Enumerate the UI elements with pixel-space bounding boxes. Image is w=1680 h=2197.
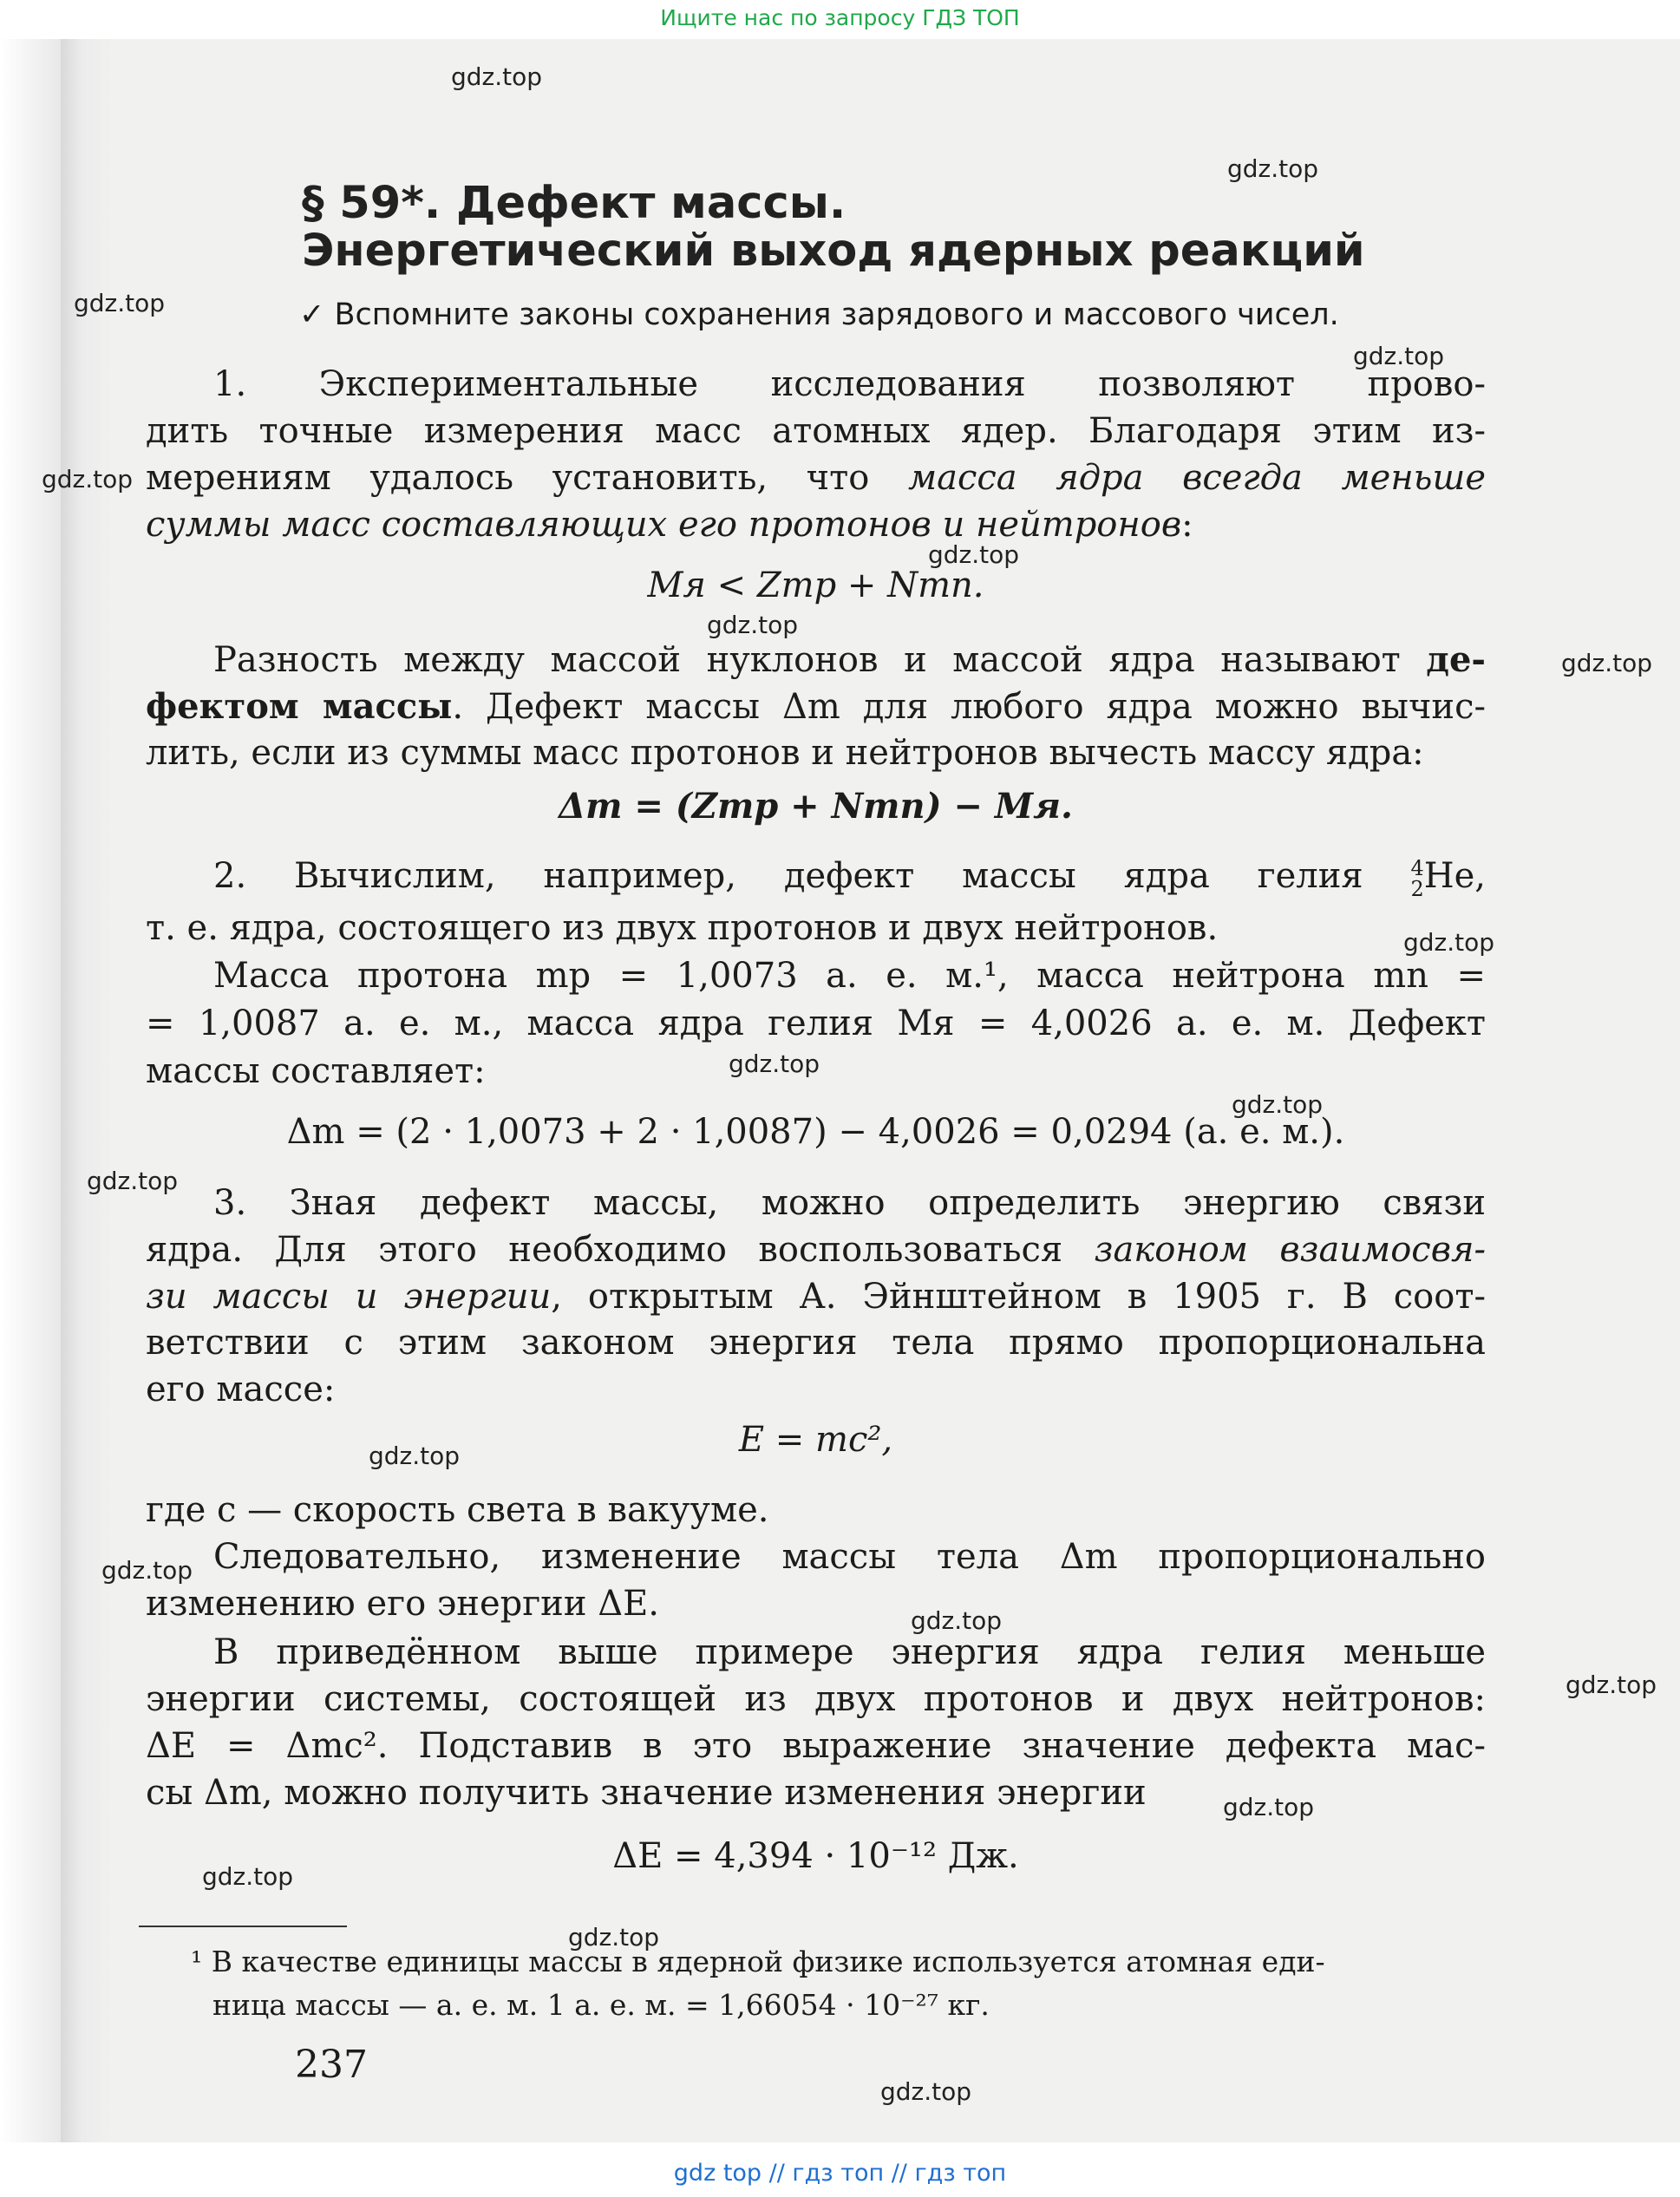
watermark: gdz.top <box>880 2077 972 2106</box>
p4-line4: ветствии с этим законом энергия тела прямо пропорциональна <box>146 1323 1486 1363</box>
formula-mass-inequality-text: Mя < Zmp + Nmn. <box>647 566 984 605</box>
formula-mass-inequality <box>146 564 1486 607</box>
top-banner[interactable]: Ищите нас по запросу ГДЗ ТОП <box>660 5 1020 30</box>
watermark: gdz.top <box>928 540 1020 569</box>
watermark: gdz.top <box>1232 1090 1324 1119</box>
formula-einstein <box>146 1418 1486 1461</box>
helium-charge-number: 2 <box>1410 877 1424 901</box>
p1-line3-italic: масса ядра всегда меньше <box>907 458 1487 498</box>
p2-line1 <box>213 638 1486 682</box>
p5-line1: Следовательно, изменение массы тела Δm пропорционально <box>213 1537 1486 1577</box>
p4-line2-text: ядра. Для этого необходимо воспользоваться <box>146 1230 1095 1270</box>
p4-line3-italic: зи массы и энергии <box>146 1277 552 1317</box>
p2-line2-bold: фектом массы <box>146 686 453 727</box>
p5-line2: изменению его энергии ΔE. <box>146 1584 660 1624</box>
footnote-line2: ница массы — а. е. м. 1 а. е. м. = 1,66054 · 10⁻²⁷ кг. <box>212 1988 990 2022</box>
p6-line1: В приведённом выше примере энергия ядра гелия меньше <box>213 1632 1486 1672</box>
p4-line2 <box>146 1228 1486 1272</box>
helium-nuclide-numbers <box>1410 858 1423 899</box>
p2-line1-bold: де- <box>1426 639 1486 680</box>
bottom-banner[interactable]: gdz top // гдз топ // гдз топ <box>673 2160 1007 2187</box>
p3-line4: = 1,0087 а. е. м., масса ядра гелия Mя = 4,0026 а. е. м. Дефект <box>146 1004 1486 1043</box>
helium-symbol: He, <box>1423 856 1487 896</box>
formula-mass-defect <box>146 785 1486 828</box>
p2-line2-text: . Дефект массы Δm для любого ядра можно вычис- <box>452 687 1486 727</box>
watermark: gdz.top <box>729 1049 820 1078</box>
formula-mass-defect-text: Δm = (Zmp + Nmn) − Mя. <box>559 786 1073 827</box>
p1-line2: дить точные измерения масс атомных ядер. Благодаря этим из- <box>146 411 1486 451</box>
p3-line2: т. е. ядра, состоящего из двух протонов и двух нейтронов. <box>146 908 1219 948</box>
p6-line2: энергии системы, состоящей из двух протонов и двух нейтронов: <box>146 1679 1486 1719</box>
p1-line4-end: : <box>1181 505 1193 545</box>
watermark: gdz.top <box>1561 649 1653 677</box>
p1-line4 <box>146 503 1486 546</box>
p4-line5: его массе: <box>146 1370 336 1409</box>
book-spine-shadow <box>0 39 61 2142</box>
p3-line5: массы составляет: <box>146 1051 486 1091</box>
footnote-line1: ¹ В качестве единицы массы в ядерной физике используется атомная еди- <box>191 1945 1325 1978</box>
p1-line3-text: мерениям удалось установить, что <box>146 458 908 498</box>
p1-line4-italic: суммы масс составляющих его протонов и нейтронов <box>146 505 1182 545</box>
recall-note: ✓ Вспомните законы сохранения зарядового и массового чисел. <box>299 298 1339 332</box>
p6-line3: ΔE = Δmc². Подставив в это выражение значение дефекта мас- <box>146 1726 1486 1766</box>
p4-line2-italic: законом взаимосвя- <box>1094 1230 1486 1270</box>
watermark: gdz.top <box>568 1923 660 1952</box>
formula-energy: ΔE = 4,394 · 10⁻¹² Дж. <box>612 1836 1019 1876</box>
formula-einstein-text: E = mc², <box>738 1420 893 1460</box>
watermark: gdz.top <box>42 465 134 494</box>
p4-line1: 3. Зная дефект массы, можно определить энергию связи <box>213 1183 1486 1223</box>
p2-line3: лить, если из суммы масс протонов и нейтронов вычесть массу ядра: <box>146 733 1424 773</box>
watermark: gdz.top <box>707 611 799 639</box>
watermark: gdz.top <box>1566 1671 1657 1699</box>
watermark: gdz.top <box>202 1862 294 1891</box>
watermark: gdz.top <box>1223 1793 1315 1821</box>
watermark: gdz.top <box>1403 928 1495 957</box>
section-title-line1: § 59*. Дефект массы. <box>302 178 847 229</box>
watermark: gdz.top <box>101 1556 193 1585</box>
watermark: gdz.top <box>87 1167 179 1195</box>
watermark: gdz.top <box>1353 342 1445 370</box>
watermark: gdz.top <box>369 1442 461 1470</box>
section-title-line2: Энергетический выход ядерных реакций <box>302 226 1365 277</box>
formula-helium-defect: Δm = (2 · 1,0073 + 2 · 1,0087) − 4,0026 = 0,0294 (а. е. м.). <box>286 1112 1345 1152</box>
p4-line3 <box>146 1275 1486 1318</box>
helium-mass-number: 4 <box>1410 856 1424 880</box>
p3-line1-text: 2. Вычислим, например, дефект массы ядра гелия <box>213 856 1363 896</box>
p3-line1 <box>213 854 1486 899</box>
watermark: gdz.top <box>1227 154 1319 183</box>
p1-line3 <box>146 456 1486 500</box>
p4-line6: где c — скорость света в вакууме. <box>146 1490 769 1530</box>
p3-line3: Масса протона mp = 1,0073 а. е. м.¹, масса нейтрона mn = <box>213 956 1486 996</box>
p6-line4: сы Δm, можно получить значение изменения энергии <box>146 1773 1147 1813</box>
watermark: gdz.top <box>74 289 166 317</box>
page-number: 237 <box>295 2043 368 2087</box>
p2-line2 <box>146 685 1486 729</box>
footnote-rule <box>139 1926 347 1927</box>
p1-line1: 1. Экспериментальные исследования позволяют прово- <box>213 364 1486 404</box>
watermark: gdz.top <box>451 62 543 91</box>
watermark: gdz.top <box>911 1606 1003 1635</box>
p2-line1-text: Разность между массой нуклонов и массой ядра называют <box>213 640 1427 680</box>
p4-line3-text: , открытым А. Эйнштейном в 1905 г. В соот- <box>551 1277 1486 1317</box>
